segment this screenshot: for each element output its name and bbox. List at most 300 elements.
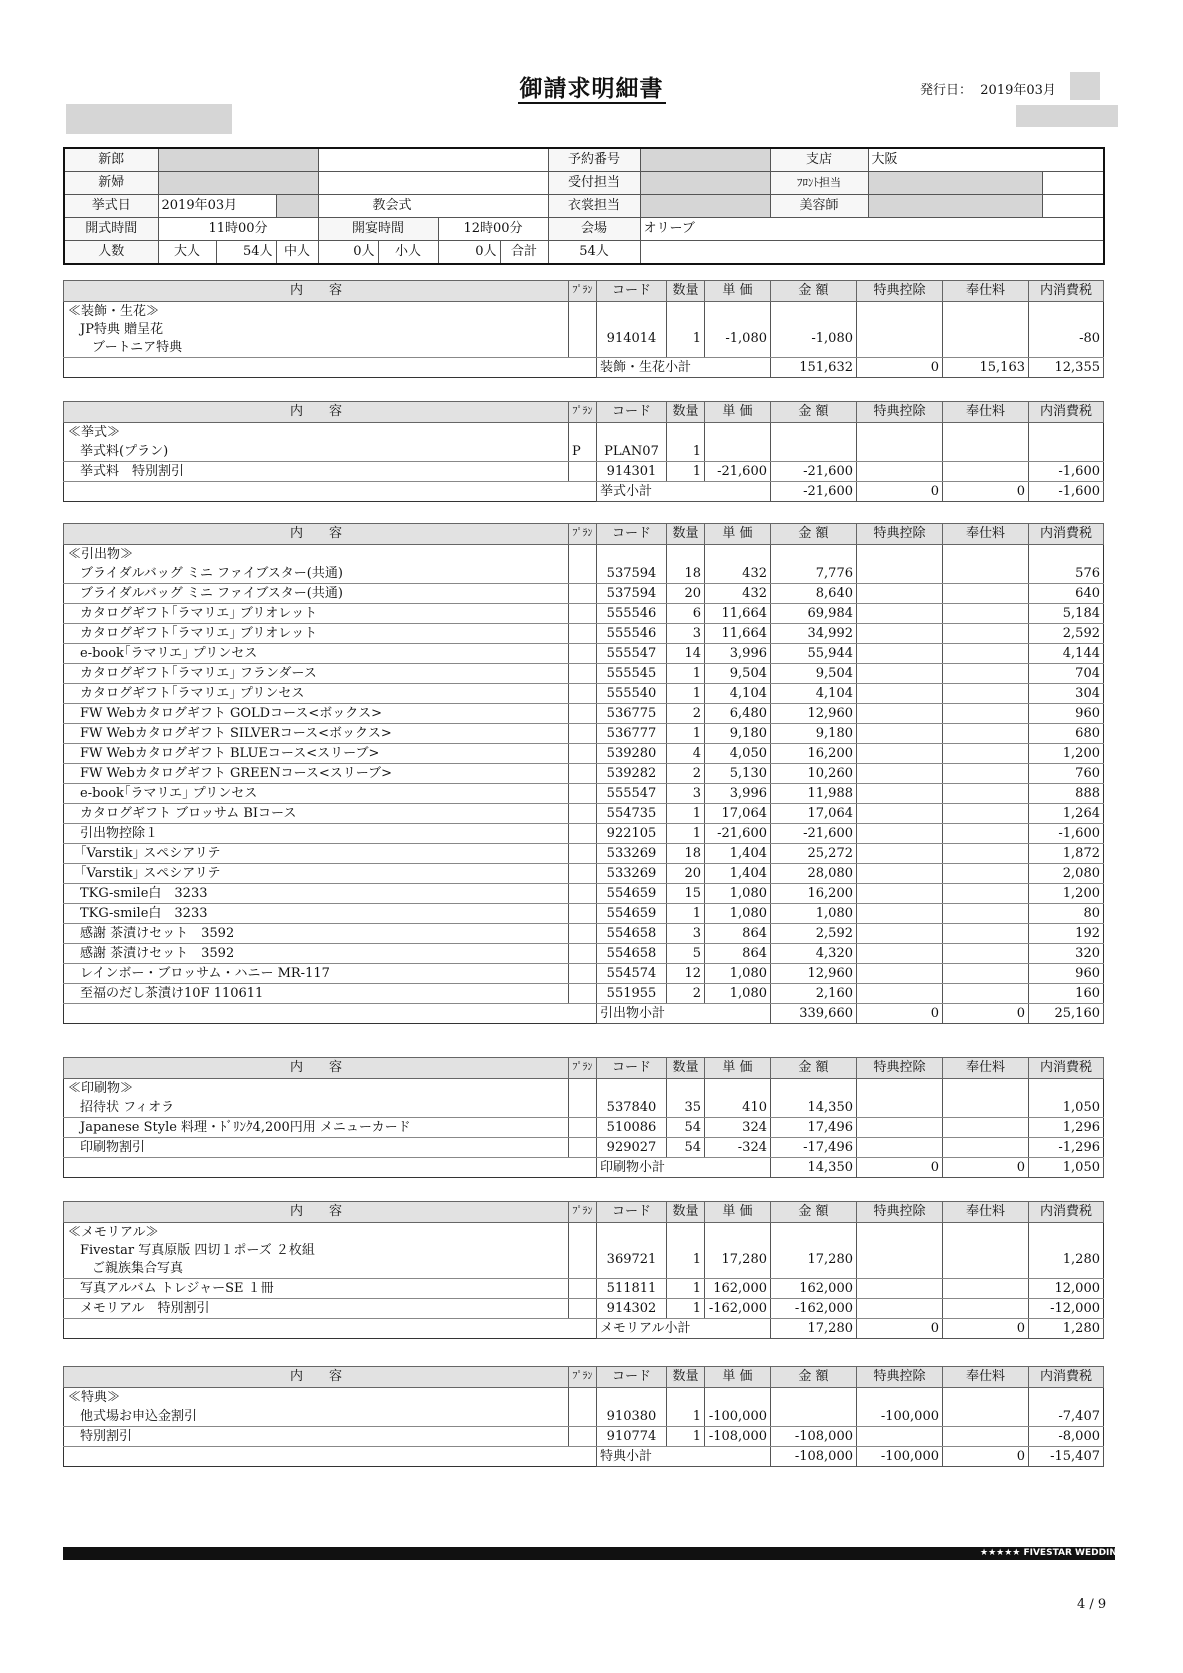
item-description-text: e-book｢ラマリエ｣ プリンセス [80,785,258,801]
cell-tax: -8,000 [1029,1427,1104,1447]
empty-cell [705,302,771,322]
cell-qty: 20 [667,864,705,884]
cell-code: 369721 [597,1242,667,1279]
cell-service [943,904,1029,924]
cell-qty: 1 [667,321,705,358]
empty-cell [569,545,597,565]
cell-perk [857,704,943,724]
cell-perk [857,764,943,784]
cell-qty: 35 [667,1098,705,1118]
cell-perk [857,564,943,584]
item-description [64,462,569,482]
item-description [64,644,569,664]
empty-cell [857,302,943,322]
ceremony-date-value: 2019年03月 [158,195,276,218]
cell-service [943,984,1029,1004]
total-label: 合計 [500,241,548,265]
empty-cell [943,423,1029,443]
cell-qty: 14 [667,644,705,664]
cell-tax: -12,000 [1029,1299,1104,1319]
item-description [64,1138,569,1158]
item-description-text: TKG-smile白 3233 [80,885,208,901]
cell-service [943,784,1029,804]
table-row [64,744,1104,764]
table-row [64,944,1104,964]
cell-code: 536777 [597,724,667,744]
subtotal-amount: 151,632 [771,358,857,378]
cell-plan [569,924,597,944]
cell-unit: 864 [705,944,771,964]
cell-service [943,1118,1029,1138]
cell-plan [569,1138,597,1158]
empty-cell [943,1079,1029,1099]
column-header-tax: 内消費税 [1029,1367,1104,1388]
cell-perk [857,321,943,358]
cell-qty: 6 [667,604,705,624]
cell-amount: 1,080 [771,904,857,924]
cell-code: 929027 [597,1138,667,1158]
column-header-service: 奉仕料 [943,281,1029,302]
cell-code: 910774 [597,1427,667,1447]
cell-plan [569,884,597,904]
cell-plan [569,744,597,764]
cell-unit: -162,000 [705,1299,771,1319]
cell-tax: -80 [1029,321,1104,358]
cell-perk [857,584,943,604]
redacted-block [1070,72,1100,100]
item-description-text: レインボー・ブロッサム・ハニー MR-117 [80,965,330,981]
cell-amount: 16,200 [771,744,857,764]
redacted-cell [640,195,770,218]
table-header-row [64,524,1104,545]
redacted-block [1016,105,1118,127]
column-header-content: 内 容 [64,1367,569,1388]
empty-cell [857,1079,943,1099]
cell-unit: -21,600 [705,824,771,844]
empty-cell [597,545,667,565]
category-row [64,545,1104,565]
cell-qty: 18 [667,844,705,864]
item-description-text: 特別割引 [80,1428,133,1444]
blank-cell [64,1158,597,1178]
cell-qty: 1 [667,664,705,684]
category-label: ≪メモリアル≫ [68,1224,159,1240]
cell-service [943,824,1029,844]
empty-cell [1029,1079,1104,1099]
blank-cell [640,241,1104,265]
cell-amount: 34,992 [771,624,857,644]
blank-cell [318,172,548,195]
column-header-amount: 金 額 [771,281,857,302]
table-row [64,1407,1104,1427]
subtotal-row [64,482,1104,502]
cell-plan [569,1407,597,1427]
cell-service [943,864,1029,884]
cell-code: 555546 [597,624,667,644]
table-row [64,442,1104,462]
item-description-text: FW Webカタログギフト BLUEコース<スリーブ> [80,745,380,761]
redacted-cell [868,172,1042,195]
column-header-qty: 数量 [667,1202,705,1223]
table-row [64,664,1104,684]
cell-code: 910380 [597,1407,667,1427]
cell-qty: 1 [667,724,705,744]
cell-amount: -108,000 [771,1427,857,1447]
redacted-cell [640,148,770,172]
item-description-text: ｢Varstik｣ スペシアリテ [80,865,221,881]
cell-service [943,604,1029,624]
cell-tax: 576 [1029,564,1104,584]
column-header-amount: 金 額 [771,402,857,423]
cell-code: 555547 [597,644,667,664]
empty-cell [771,1388,857,1408]
cell-service [943,924,1029,944]
column-header-tax: 内消費税 [1029,1202,1104,1223]
branch-label: 支店 [770,148,868,172]
item-table [63,280,1104,378]
blank-cell [1042,195,1104,218]
table-row [64,964,1104,984]
cell-qty: 3 [667,784,705,804]
subtotal-label: 引出物小計 [597,1004,771,1024]
column-header-content: 内 容 [64,281,569,302]
cell-service [943,1427,1029,1447]
table-row [64,724,1104,744]
cell-code: 551955 [597,984,667,1004]
item-description-text: カタログギフト｢ラマリエ｣ プリンセス [80,685,305,701]
cell-perk [857,1118,943,1138]
empty-cell [597,423,667,443]
table-row [64,884,1104,904]
column-header-tax: 内消費税 [1029,281,1104,302]
cell-unit: 11,664 [705,604,771,624]
column-header-qty: 数量 [667,1367,705,1388]
column-header-service: 奉仕料 [943,524,1029,545]
cell-amount: -162,000 [771,1299,857,1319]
item-description [64,824,569,844]
cell-tax: 680 [1029,724,1104,744]
item-description [64,684,569,704]
cell-qty: 2 [667,984,705,1004]
cell-plan [569,624,597,644]
table-row [64,584,1104,604]
item-description-text: 引出物控除１ [80,825,159,841]
item-table [63,1366,1104,1467]
item-description [64,744,569,764]
cell-code: 554574 [597,964,667,984]
column-header-tax: 内消費税 [1029,402,1104,423]
cell-qty: 54 [667,1138,705,1158]
blank-cell [64,482,597,502]
column-header-amount: 金 額 [771,1367,857,1388]
item-description-text: ブライダルバッグ ミニ ファイブスター(共通) [80,585,343,601]
item-description [64,964,569,984]
empty-cell [597,1223,667,1243]
cell-qty: 3 [667,924,705,944]
cell-amount: 9,504 [771,664,857,684]
subtotal-amount: -108,000 [771,1447,857,1467]
cell-amount: 7,776 [771,564,857,584]
cell-amount: 69,984 [771,604,857,624]
cell-service [943,584,1029,604]
cell-tax: -1,600 [1029,824,1104,844]
footer-brand-logo: ★★★★★ FIVESTAR WEDDING [980,1548,1125,1558]
table-row [64,321,1104,358]
empty-cell [705,1223,771,1243]
groom-label: 新郎 [64,148,158,172]
table-header-row [64,1202,1104,1223]
cell-code: PLAN07 [597,442,667,462]
adult-count: 54人 [216,241,276,265]
table-row [64,644,1104,664]
cell-service [943,764,1029,784]
empty-cell [597,1388,667,1408]
subtotal-service: 0 [943,1158,1029,1178]
item-description-text: 感謝 茶漬けセット 3592 [80,945,235,961]
cell-service [943,624,1029,644]
empty-cell [1029,1388,1104,1408]
cell-perk [857,864,943,884]
cell-amount: 12,960 [771,704,857,724]
item-description [64,321,569,358]
cell-perk [857,684,943,704]
cell-qty: 1 [667,824,705,844]
cell-plan [569,804,597,824]
cell-plan [569,644,597,664]
cell-code: 555540 [597,684,667,704]
cell-plan [569,564,597,584]
item-description [64,704,569,724]
item-description-text: 招待状 フィオラ [80,1099,175,1115]
item-table [63,523,1104,1024]
item-description [64,604,569,624]
cell-unit: 162,000 [705,1279,771,1299]
subtotal-perk: 0 [857,1158,943,1178]
item-description-text: JP特典 贈呈花 [80,322,164,337]
item-description [64,1407,569,1427]
cell-perk [857,904,943,924]
column-header-unit: 単 価 [705,1058,771,1079]
cell-amount: 17,064 [771,804,857,824]
cell-unit: 3,996 [705,644,771,664]
page-number: 4 / 9 [1077,1597,1107,1612]
cell-plan [569,664,597,684]
cell-unit: 1,404 [705,844,771,864]
cell-code: 537594 [597,584,667,604]
cell-tax: 888 [1029,784,1104,804]
subtotal-row [64,1319,1104,1339]
table-row [64,462,1104,482]
column-header-content: 内 容 [64,524,569,545]
cell-qty: 1 [667,1407,705,1427]
cell-service [943,644,1029,664]
column-header-amount: 金 額 [771,524,857,545]
redacted-block [66,104,232,134]
category-label: ≪特典≫ [68,1389,121,1405]
subtotal-amount: -21,600 [771,482,857,502]
table-row [64,844,1104,864]
cell-tax: 192 [1029,924,1104,944]
empty-cell [857,423,943,443]
cell-qty: 18 [667,564,705,584]
cell-tax: 1,296 [1029,1118,1104,1138]
column-header-content: 内 容 [64,1058,569,1079]
table-header-row [64,402,1104,423]
cell-tax: 704 [1029,664,1104,684]
cell-unit: -21,600 [705,462,771,482]
subtotal-tax: 12,355 [1029,358,1104,378]
item-description [64,844,569,864]
adult-label: 大人 [158,241,216,265]
cell-qty: 20 [667,584,705,604]
cell-qty: 15 [667,884,705,904]
cell-qty: 1 [667,1427,705,1447]
cell-perk [857,1299,943,1319]
item-description [64,984,569,1004]
cell-code: 555546 [597,604,667,624]
subtotal-perk: 0 [857,1004,943,1024]
item-description [64,904,569,924]
item-description [64,584,569,604]
cell-code: 554658 [597,924,667,944]
subtotal-row [64,1447,1104,1467]
item-description-text: 写真アルバム トレジャーSE １冊 [80,1280,274,1296]
column-header-perk: 特典控除 [857,281,943,302]
cell-code: 511811 [597,1279,667,1299]
column-header-amount: 金 額 [771,1058,857,1079]
item-description [64,1242,569,1279]
subtotal-perk: 0 [857,358,943,378]
cell-qty: 1 [667,684,705,704]
column-header-code: コード [597,1367,667,1388]
column-header-unit: 単 価 [705,1202,771,1223]
cell-service [943,744,1029,764]
cell-plan [569,764,597,784]
empty-cell [943,1388,1029,1408]
redacted-cell [158,172,318,195]
cell-plan [569,944,597,964]
cell-unit: 4,104 [705,684,771,704]
cell-qty: 12 [667,964,705,984]
cell-tax: 304 [1029,684,1104,704]
cell-unit [705,442,771,462]
item-description-text: Fivestar 写真原版 四切１ポーズ ２枚組 [80,1243,315,1258]
cell-service [943,1138,1029,1158]
item-description [64,1299,569,1319]
cell-service [943,724,1029,744]
cell-plan [569,964,597,984]
subtotal-label: 装飾・生花小計 [597,358,771,378]
cell-unit: 1,080 [705,904,771,924]
cell-unit: 9,180 [705,724,771,744]
column-header-service: 奉仕料 [943,1058,1029,1079]
empty-cell [1029,302,1104,322]
table-header-row [64,1058,1104,1079]
item-description [64,442,569,462]
item-description-text: FW Webカタログギフト GOLDコース<ボックス> [80,705,383,721]
child-count: 0人 [438,241,500,265]
empty-cell [943,545,1029,565]
ceremony-style: 教会式 [318,195,548,218]
cell-qty: 1 [667,462,705,482]
party-time-label: 開宴時間 [318,218,438,241]
cell-plan [569,824,597,844]
cell-plan: P [569,442,597,462]
cell-unit: 1,080 [705,884,771,904]
empty-cell [1029,1223,1104,1243]
cell-unit: 1,404 [705,864,771,884]
column-header-perk: 特典控除 [857,1058,943,1079]
column-header-plan: ﾌﾟﾗﾝ [569,281,597,302]
column-header-code: コード [597,402,667,423]
cell-plan [569,684,597,704]
empty-cell [705,545,771,565]
cell-qty: 1 [667,1299,705,1319]
cell-amount: 9,180 [771,724,857,744]
item-description-text: カタログギフト ブロッサム BIコース [80,805,297,821]
category-row [64,302,1104,322]
table-header-row [64,1367,1104,1388]
subtotal-service: 0 [943,1004,1029,1024]
item-description [64,1279,569,1299]
cell-qty: 3 [667,624,705,644]
cell-service [943,1407,1029,1427]
subtotal-label: 挙式小計 [597,482,771,502]
cell-service [943,442,1029,462]
empty-cell [771,545,857,565]
total-count: 54人 [548,241,640,265]
column-header-unit: 単 価 [705,524,771,545]
cell-service [943,944,1029,964]
empty-cell [771,1079,857,1099]
column-header-perk: 特典控除 [857,1367,943,1388]
column-header-tax: 内消費税 [1029,1058,1104,1079]
empty-cell [667,545,705,565]
subtotal-service: 0 [943,1319,1029,1339]
column-header-plan: ﾌﾟﾗﾝ [569,1058,597,1079]
cell-unit: 4,050 [705,744,771,764]
costume-label: 衣裳担当 [548,195,640,218]
cell-perk [857,1138,943,1158]
cell-perk [857,1242,943,1279]
empty-cell [569,1388,597,1408]
category-label: ≪装飾・生花≫ [68,303,160,319]
ceremony-date-label: 挙式日 [64,195,158,218]
item-description-text: 印刷物割引 [80,1139,146,1155]
empty-cell [771,302,857,322]
cell-code: 554735 [597,804,667,824]
cell-code: 554659 [597,884,667,904]
cell-qty: 54 [667,1118,705,1138]
issue-date: 発行日： 2019年03月 [920,83,1056,98]
subtotal-label: メモリアル小計 [597,1319,771,1339]
item-description-sub: ブートニア特典 [92,340,183,355]
cell-service [943,1279,1029,1299]
table-row [64,1427,1104,1447]
cell-plan [569,704,597,724]
cell-tax: 960 [1029,704,1104,724]
cell-qty: 1 [667,804,705,824]
cell-unit: 5,130 [705,764,771,784]
subtotal-tax: -1,600 [1029,482,1104,502]
cell-unit: 9,504 [705,664,771,684]
item-description-text: 感謝 茶漬けセット 3592 [80,925,235,941]
empty-cell [597,1079,667,1099]
middle-label: 中人 [276,241,318,265]
cell-tax: 5,184 [1029,604,1104,624]
item-description-text: FW Webカタログギフト GREENコース<スリーブ> [80,765,392,781]
table-row [64,564,1104,584]
